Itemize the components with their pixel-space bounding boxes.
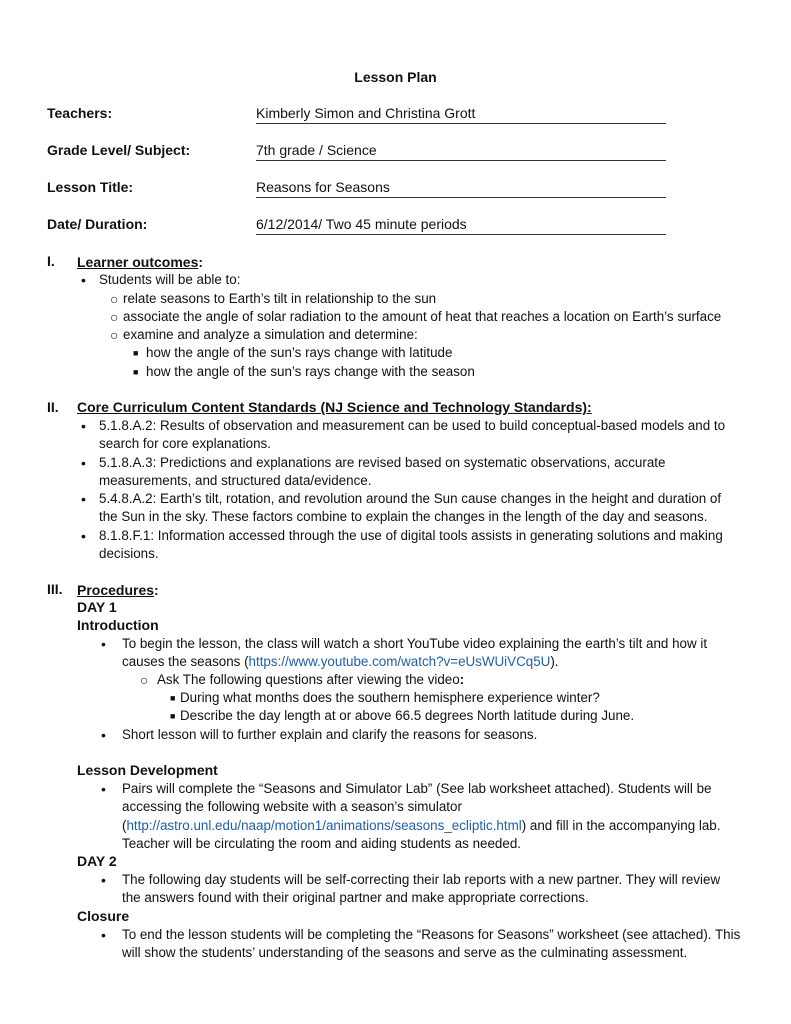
intro-text-b: ). xyxy=(550,654,559,670)
closure-heading: Closure xyxy=(77,908,130,924)
bullet-dot-icon: • xyxy=(81,491,86,507)
standard-item: 8.1.8.F.1: Information accessed through the use of digital tools assists in generating solutions and making decisions. xyxy=(99,528,723,562)
lesson-development-heading: Lesson Development xyxy=(77,762,218,778)
bullet-dot-icon: • xyxy=(101,781,106,797)
intro-text-a: To begin the lesson, the class will watch a short YouTube video explaining the earth’s tilt and how it causes the seasons ( xyxy=(122,636,708,670)
section-3-heading-wrap xyxy=(77,581,159,599)
intro-bullet xyxy=(122,635,742,672)
development-bullet xyxy=(122,780,722,853)
section-3-number: III. xyxy=(47,581,63,597)
question-item: Describe the day length at or above 66.5 degrees North latitude during June. xyxy=(180,708,635,723)
section-2-heading: Core Curriculum Content Standards (NJ Science and Technology Standards): xyxy=(77,399,592,415)
simulator-link[interactable]: http://astro.unl.edu/naap/motion1/animations/seasons_ecliptic.html xyxy=(126,817,522,833)
bullet-dot-icon: • xyxy=(101,636,106,652)
square-bullet-icon: ■ xyxy=(170,711,176,721)
outcome-item: relate seasons to Earth’s tilt in relationship to the sun xyxy=(123,291,437,306)
day-2-heading: DAY 2 xyxy=(77,853,117,869)
section-3-heading: Procedures xyxy=(77,582,155,598)
bullet-dot-icon: • xyxy=(101,872,106,888)
closure-bullet: To end the lesson students will be completing the “Reasons for Seasons” worksheet (see attached). This will show the students’ understanding of the seasons and serve as the culminating assessment. xyxy=(122,927,741,961)
question-item: During what months does the southern hemisphere experience winter? xyxy=(180,690,600,705)
date-value: 6/12/2014/ Two 45 minute periods xyxy=(256,216,666,235)
teachers-value: Kimberly Simon and Christina Grott xyxy=(256,105,666,124)
section-2-number: II. xyxy=(47,399,59,415)
ring-bullet-icon: ○ xyxy=(110,327,119,343)
outcome-intro: Students will be able to: xyxy=(99,272,241,287)
grade-value: 7th grade / Science xyxy=(256,142,666,161)
dev-text-a: Pairs will complete the “Seasons and Simulator Lab” (See lab worksheet attached). Students will be accessing the following website with a season’s simulator ( xyxy=(122,781,712,833)
ask-colon: : xyxy=(459,672,465,687)
ask-line xyxy=(157,671,464,689)
date-label: Date/ Duration: xyxy=(47,216,148,232)
outcome-item: examine and analyze a simulation and determine: xyxy=(123,327,418,342)
grade-label: Grade Level/ Subject: xyxy=(47,142,191,158)
section-1-colon: : xyxy=(198,254,204,270)
ring-bullet-icon: ○ xyxy=(110,309,119,325)
square-bullet-icon: ■ xyxy=(133,348,139,358)
bullet-dot-icon: • xyxy=(101,727,106,743)
day-1-heading: DAY 1 xyxy=(77,599,117,615)
bullet-dot-icon: • xyxy=(81,418,86,434)
bullet-dot-icon: • xyxy=(81,528,86,544)
section-1-heading: Learner outcomes xyxy=(77,254,199,270)
ring-bullet-icon: ○ xyxy=(140,672,149,688)
square-bullet-icon: ■ xyxy=(133,367,139,377)
introduction-heading: Introduction xyxy=(77,617,159,633)
short-lesson-text: Short lesson will to further explain and clarify the reasons for seasons. xyxy=(122,727,538,742)
bullet-dot-icon: • xyxy=(81,455,86,471)
ring-bullet-icon: ○ xyxy=(110,291,119,307)
section-1-number: I. xyxy=(47,253,55,269)
outcome-subitem: how the angle of the sun’s rays change with latitude xyxy=(146,345,453,360)
standard-item: 5.1.8.A.2: Results of observation and measurement can be used to build conceptual-based models and to search for core explanations. xyxy=(99,418,726,452)
day-2-bullet: The following day students will be self-correcting their lab reports with a new partner. They will review the answers found with their original partner and make appropriate corrections. xyxy=(122,872,721,906)
lesson-title-value: Reasons for Seasons xyxy=(256,179,666,198)
section-3-colon: : xyxy=(154,582,159,598)
teachers-label: Teachers: xyxy=(47,105,113,121)
outcome-subitem: how the angle of the sun’s rays change with the season xyxy=(146,364,475,379)
bullet-dot-icon: • xyxy=(101,927,106,943)
dev-text-b: ) and fill in the accompanying lab. Teacher will be circulating the room and aiding students as needed. xyxy=(122,817,721,851)
standard-item: 5.1.8.A.3: Predictions and explanations are revised based on systematic observations, accurate measurements, and structured data/evidence. xyxy=(99,455,666,489)
section-1-heading-wrap xyxy=(77,253,203,271)
outcome-item: associate the angle of solar radiation to the amount of heat that reaches a location on Earth’s surface xyxy=(123,309,722,324)
youtube-link[interactable]: https://www.youtube.com/watch?v=eUsWUiVCq5U xyxy=(248,654,551,670)
lesson-title-label: Lesson Title: xyxy=(47,179,134,195)
bullet-dot-icon: • xyxy=(81,272,86,288)
standard-item: 5.4.8.A.2: Earth’s tilt, rotation, and revolution around the Sun cause changes in the height and duration of the Sun in the sky. These factors combine to explain the changes in the length of the day and seasons. xyxy=(99,491,722,525)
ask-text: Ask The following questions after viewing the video xyxy=(157,672,460,687)
document-title: Lesson Plan xyxy=(354,69,437,85)
square-bullet-icon: ■ xyxy=(170,693,176,703)
